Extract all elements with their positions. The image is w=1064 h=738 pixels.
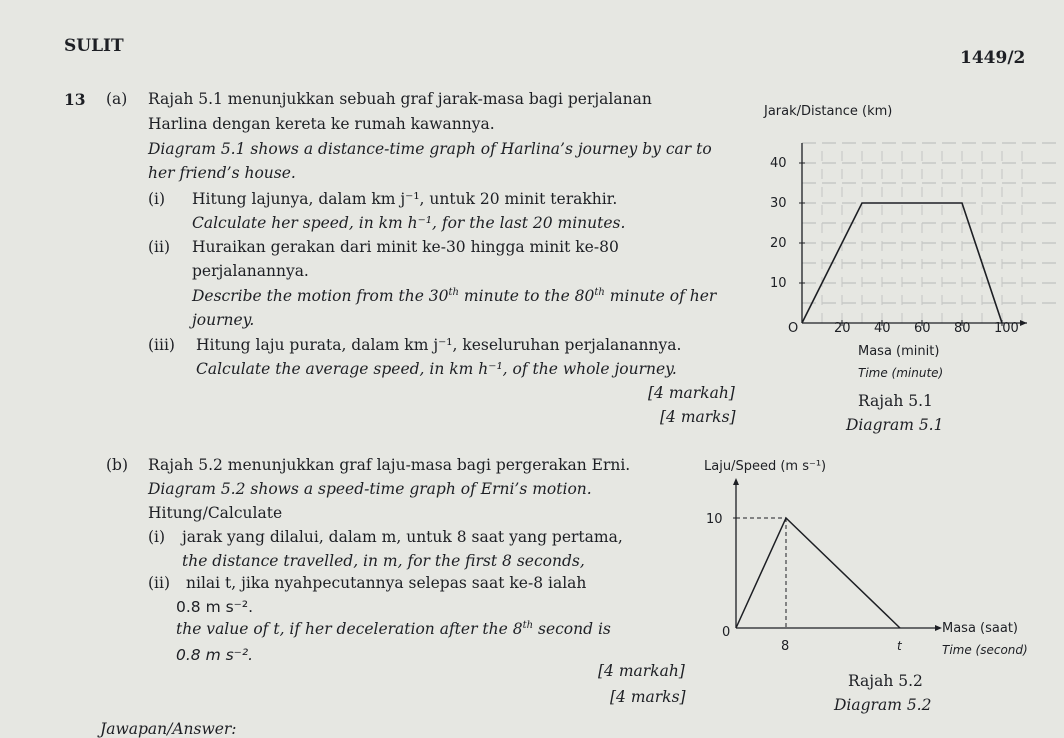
d51-x-tick-label: 60 — [914, 321, 931, 336]
part-a-ii-en2: journey. — [192, 311, 255, 329]
part-a-i-label: (i) — [148, 190, 166, 208]
part-a-i-en: Calculate her speed, in km h⁻¹, for the last 20 minutes. — [192, 214, 626, 232]
part-a-iii-en: Calculate the average speed, in km h⁻¹, of the whole journey. — [196, 360, 677, 378]
d51-x-tick-label: 100 — [994, 321, 1019, 336]
part-b-ii-ms1: nilai t, jika nyahpecutannya selepas saat ke-8 ialah — [186, 574, 587, 592]
d52-x-axis-label-ms: Masa (saat) — [942, 621, 1019, 636]
d52-caption-en: Diagram 5.2 — [834, 696, 932, 714]
part-a-marks-en: [4 marks] — [660, 408, 736, 426]
part-a-ms-line1: Rajah 5.1 menunjukkan sebuah graf jarak-masa bagi perjalanan — [148, 90, 652, 108]
part-a-ii-ms2: perjalanannya. — [192, 262, 309, 280]
part-b-marks-ms: [4 markah] — [598, 662, 685, 680]
d51-origin-label: O — [788, 321, 799, 336]
part-a-iii-label: (iii) — [148, 336, 175, 354]
d51-y-tick-label: 40 — [770, 156, 787, 171]
d52-series-line — [736, 518, 900, 628]
distance-time-graph — [740, 95, 1060, 385]
part-a-ms-line2: Harlina dengan kereta ke rumah kawannya. — [148, 115, 495, 133]
part-b-ii-en2: 0.8 m s⁻². — [176, 646, 254, 664]
header-sulit: SULIT — [64, 36, 124, 56]
d52-x-arrow — [935, 625, 942, 631]
part-b-ii-ms2: 0.8 m s⁻². — [176, 598, 254, 616]
d52-x-axis-label-en: Time (second) — [942, 643, 1028, 657]
part-b-ii-en1: the value of t, if her deceleration after the 8th second is — [176, 620, 611, 639]
d51-y-tick-label: 20 — [770, 236, 787, 251]
part-a-en-line2: her friend’s house. — [148, 164, 296, 182]
part-b-hitung: Hitung/Calculate — [148, 504, 283, 522]
part-b-i-en: the distance travelled, in m, for the first 8 seconds, — [182, 552, 585, 570]
d52-caption-ms: Rajah 5.2 — [848, 672, 923, 690]
d51-x-axis-label-ms: Masa (minit) — [858, 344, 940, 359]
question-number: 13 — [64, 90, 86, 109]
d52-y-arrow — [733, 478, 739, 485]
d51-y-axis-label: Jarak/Distance (km) — [764, 104, 893, 119]
d52-y-tick-label: 10 — [706, 512, 723, 527]
part-b-en-line1: Diagram 5.2 shows a speed-time graph of Erni’s motion. — [148, 480, 592, 498]
part-b-ii-label: (ii) — [148, 574, 171, 592]
d52-origin-label: 0 — [722, 625, 731, 640]
part-a-ii-ms1: Huraikan gerakan dari minit ke-30 hingga minit ke-80 — [192, 238, 619, 256]
part-a-ii-en1: Describe the motion from the 30th minute to the 80th minute of her — [192, 287, 717, 306]
d51-x-tick-label: 20 — [834, 321, 851, 336]
d51-caption-en: Diagram 5.1 — [846, 416, 944, 434]
part-b-i-label: (i) — [148, 528, 166, 546]
part-b-marks-en: [4 marks] — [610, 688, 686, 706]
speed-time-graph — [690, 452, 1060, 667]
part-a-marks-ms: [4 markah] — [648, 384, 735, 402]
answer-label: Jawapan/Answer: — [100, 720, 237, 738]
part-a-label: (a) — [106, 90, 128, 108]
d51-grid — [802, 143, 1060, 323]
part-a-ii-label: (ii) — [148, 238, 171, 256]
d52-x-tick-label-t: t — [897, 639, 902, 653]
d51-x-axis-label-en: Time (minute) — [858, 366, 944, 380]
part-b-i-ms: jarak yang dilalui, dalam m, untuk 8 saat yang pertama, — [182, 528, 623, 546]
d51-x-arrow — [1020, 320, 1027, 326]
part-a-iii-ms: Hitung laju purata, dalam km j⁻¹, keseluruhan perjalanannya. — [196, 336, 682, 354]
d52-y-axis-label: Laju/Speed (m s⁻¹) — [704, 459, 827, 474]
d51-caption-ms: Rajah 5.1 — [858, 392, 933, 410]
part-b-label: (b) — [106, 456, 129, 474]
d51-x-tick-label: 40 — [874, 321, 891, 336]
d51-y-tick-label: 30 — [770, 196, 787, 211]
part-a-en-line1: Diagram 5.1 shows a distance-time graph of Harlina’s journey by car to — [148, 140, 712, 158]
d51-y-tick-label: 10 — [770, 276, 787, 291]
part-b-ms-line1: Rajah 5.2 menunjukkan graf laju-masa bagi pergerakan Erni. — [148, 456, 631, 474]
d51-x-tick-label: 80 — [954, 321, 971, 336]
d52-x-tick-label-8: 8 — [781, 639, 790, 654]
header-paper-code: 1449/2 — [960, 48, 1026, 68]
part-a-i-ms: Hitung lajunya, dalam km j⁻¹, untuk 20 minit terakhir. — [192, 190, 618, 208]
d52-axes — [733, 478, 942, 631]
